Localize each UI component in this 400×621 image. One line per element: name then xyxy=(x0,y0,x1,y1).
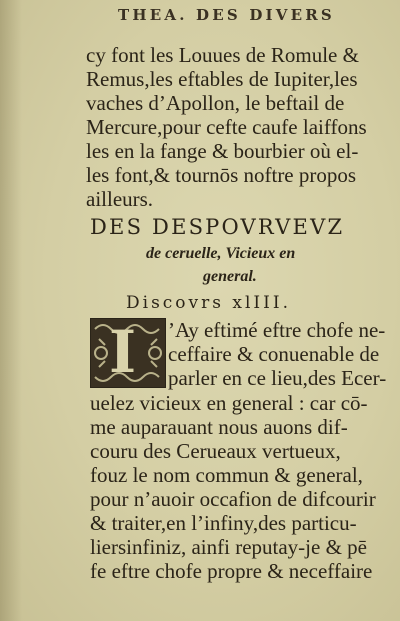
page-gutter-shadow xyxy=(0,0,22,621)
chapter-title: DES DESPOVRVEVZ xyxy=(90,215,345,239)
after-line-8: fe eftre chofe propre & neceffaire xyxy=(90,559,373,583)
body-line-3: vaches d’Apollon, le beftail de xyxy=(86,91,345,115)
decorated-initial xyxy=(90,318,166,388)
after-line-4: fouz le nom commun & general, xyxy=(90,463,363,487)
after-line-2: me auparauant nous auons dif- xyxy=(90,415,348,439)
body-line-6: les font,& tournōs noftre propos xyxy=(86,163,357,187)
after-line-7: liersinfiniz, ainfi reputay-je & pē xyxy=(90,535,367,559)
body-line-5: les en la fange & bourbier où el- xyxy=(86,139,359,163)
chapter-subtitle-line-2: general. xyxy=(203,268,257,285)
body-line-7: ailleurs. xyxy=(86,187,154,211)
chapter-subtitle-line-1: de ceruelle, Vicieux en xyxy=(146,245,296,262)
running-head: THEA. DES DIVERS xyxy=(118,6,335,24)
after-line-6: & traiter,en l’infiny,des particu- xyxy=(90,511,357,535)
after-line-5: pour n’auoir occafion de difcourir xyxy=(90,487,376,511)
dropcap-line-1: ’Ay eftimé eftre chofe ne- xyxy=(168,318,386,342)
dropcap-letter: I xyxy=(109,318,137,386)
body-line-2: Remus,les eftables de Iupiter,les xyxy=(86,67,358,91)
dropcap-line-2: ceffaire & conuenable de xyxy=(168,342,380,366)
dropcap-line-3: parler en ce lieu,des Ecer- xyxy=(168,366,387,390)
after-line-1: uelez vicieux en general : car cō- xyxy=(90,391,368,415)
discours-heading: Discovrs xlIII. xyxy=(126,293,291,313)
body-line-1: cy font les Louues de Romule & xyxy=(86,43,359,67)
body-line-4: Mercure,pour cefte caufe laiffons xyxy=(86,115,367,139)
after-line-3: couru des Cerueaux vertueux, xyxy=(90,439,341,463)
